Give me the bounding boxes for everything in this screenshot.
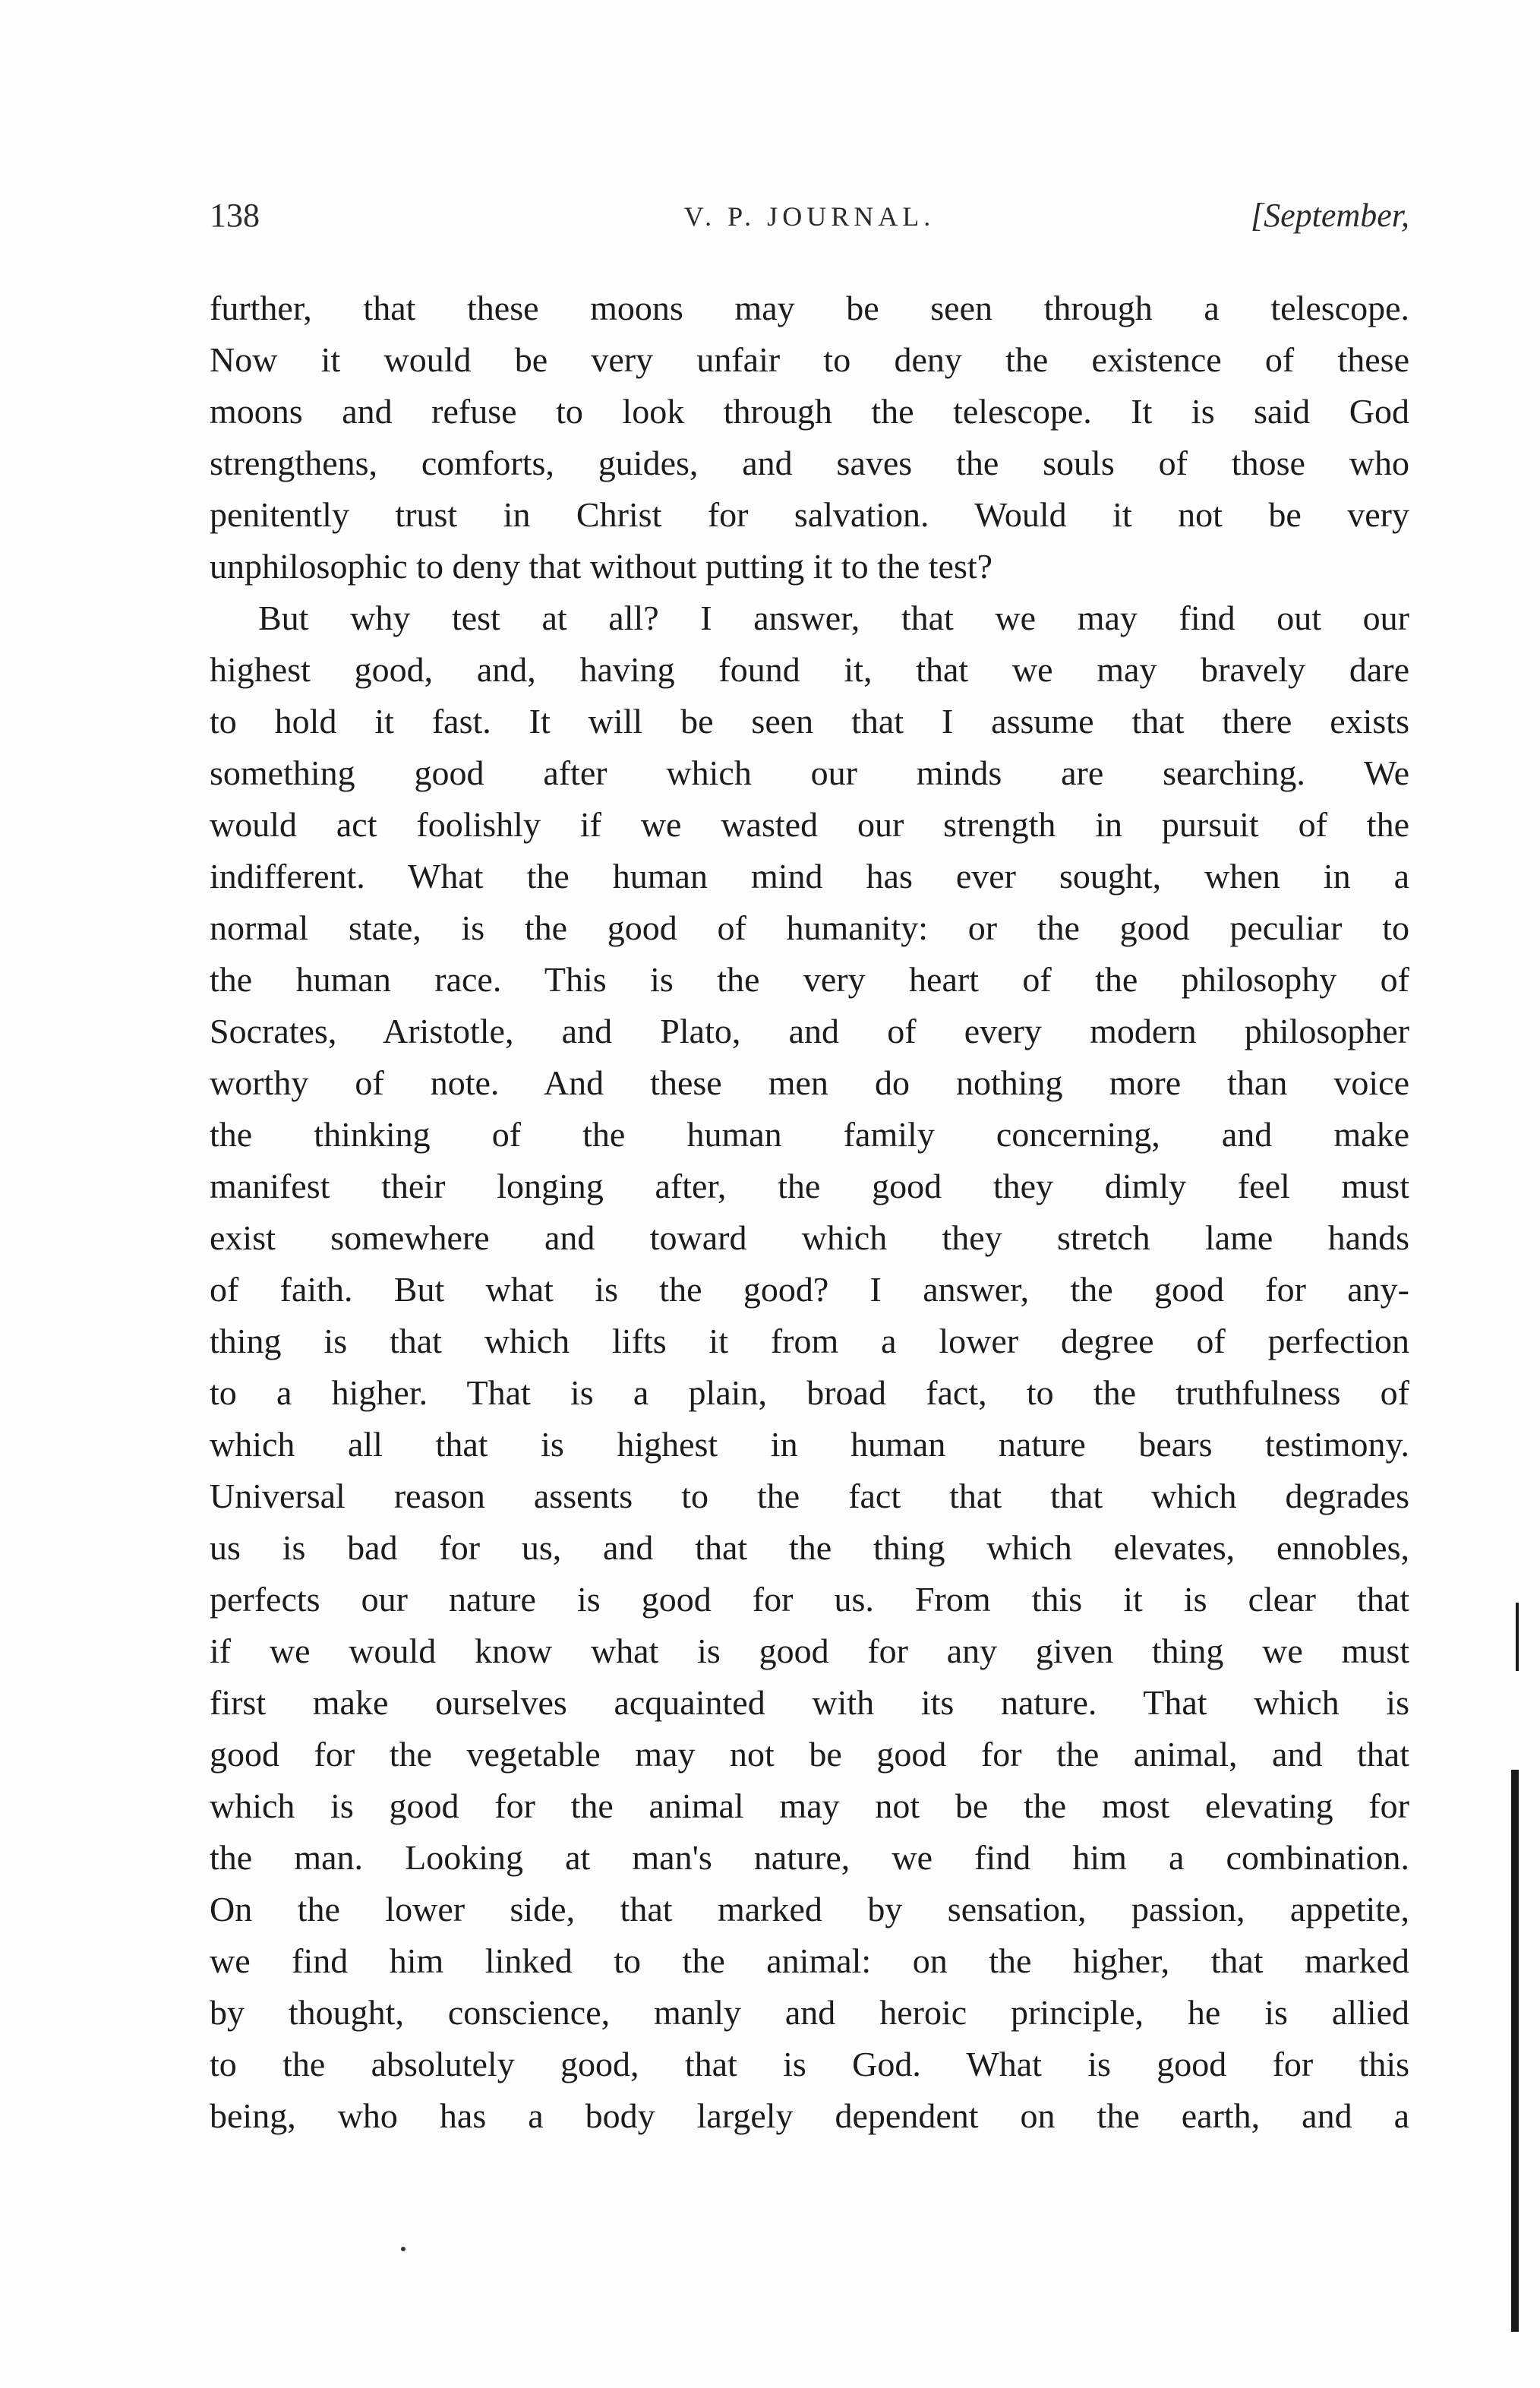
text-line: strengthens, comforts, guides, and saves the souls of those who [210,444,1409,482]
text-line: the human race. This is the very heart of the philosophy of [210,960,1409,999]
text-line: something good after which our minds are searching. We [210,753,1409,792]
text-line: unphilosophic to deny that without putting it to the test? [210,547,993,586]
text-line: by thought, conscience, manly and heroic principle, he is allied [210,1993,1409,2032]
journal-title: V. P. JOURNAL. [683,201,936,232]
margin-scan-mark [1511,1770,1519,2332]
text-line: moons and refuse to look through the telescope. It is said God [210,392,1409,431]
text-line: the man. Looking at man's nature, we find him a combination. [210,1838,1409,1877]
text-line: thing is that which lifts it from a lower degree of perfection [210,1322,1409,1360]
paragraph-start-line: But why test at all? I answer, that we may find out our [258,599,1409,637]
page-number: 138 [210,197,260,234]
text-line: to the absolutely good, that is God. What is good for this [210,2045,1409,2083]
margin-scan-mark [1516,1603,1519,1671]
text-line: us is bad for us, and that the thing which elevates, ennobles, [210,1528,1409,1567]
text-line: worthy of note. And these men do nothing more than voice [210,1063,1409,1102]
text-line: penitently trust in Christ for salvation. Would it not be very [210,495,1409,534]
running-head: [September, [1251,197,1409,234]
text-line: to a higher. That is a plain, broad fact, to the truthfulness of [210,1373,1409,1412]
text-line: normal state, is the good of humanity: or the good peculiar to [210,908,1409,947]
text-line: which is good for the animal may not be the most elevating for [210,1786,1409,1825]
text-line: On the lower side, that marked by sensation, passion, appetite, [210,1890,1409,1928]
text-line: the thinking of the human family concerning, and make [210,1115,1409,1154]
text-line: Now it would be very unfair to deny the existence of these [210,340,1409,379]
page-header [210,196,1409,249]
text-line: Socrates, Aristotle, and Plato, and of every modern philosopher [210,1012,1409,1050]
text-line: being, who has a body largely dependent on the earth, and a [210,2096,1409,2135]
text-line: if we would know what is good for any given thing we must [210,1631,1409,1670]
text-line: perfects our nature is good for us. From this it is clear that [210,1580,1409,1619]
body-text [210,283,1409,2142]
text-line: highest good, and, having found it, that we may bravely dare [210,650,1409,689]
text-line: which all that is highest in human nature bears testimony. [210,1425,1409,1464]
text-line: exist somewhere and toward which they stretch lame hands [210,1218,1409,1257]
text-line: would act foolishly if we wasted our strength in pursuit of the [210,805,1409,844]
text-line: further, that these moons may be seen through a telescope. [210,289,1409,327]
text-line: we find him linked to the animal: on the higher, that marked [210,1941,1409,1980]
scan-speck [401,2247,406,2251]
text-line: of faith. But what is the good? I answer, the good for any- [210,1270,1409,1309]
text-line: manifest their longing after, the good they dimly feel must [210,1167,1409,1205]
text-line: to hold it fast. It will be seen that I assume that there exists [210,702,1409,741]
text-line: first make ourselves acquainted with its nature. That which is [210,1683,1409,1722]
text-line: Universal reason assents to the fact that that which degrades [210,1477,1409,1515]
text-line: indifferent. What the human mind has ever sought, when in a [210,857,1409,896]
text-line: good for the vegetable may not be good for the animal, and that [210,1735,1409,1774]
